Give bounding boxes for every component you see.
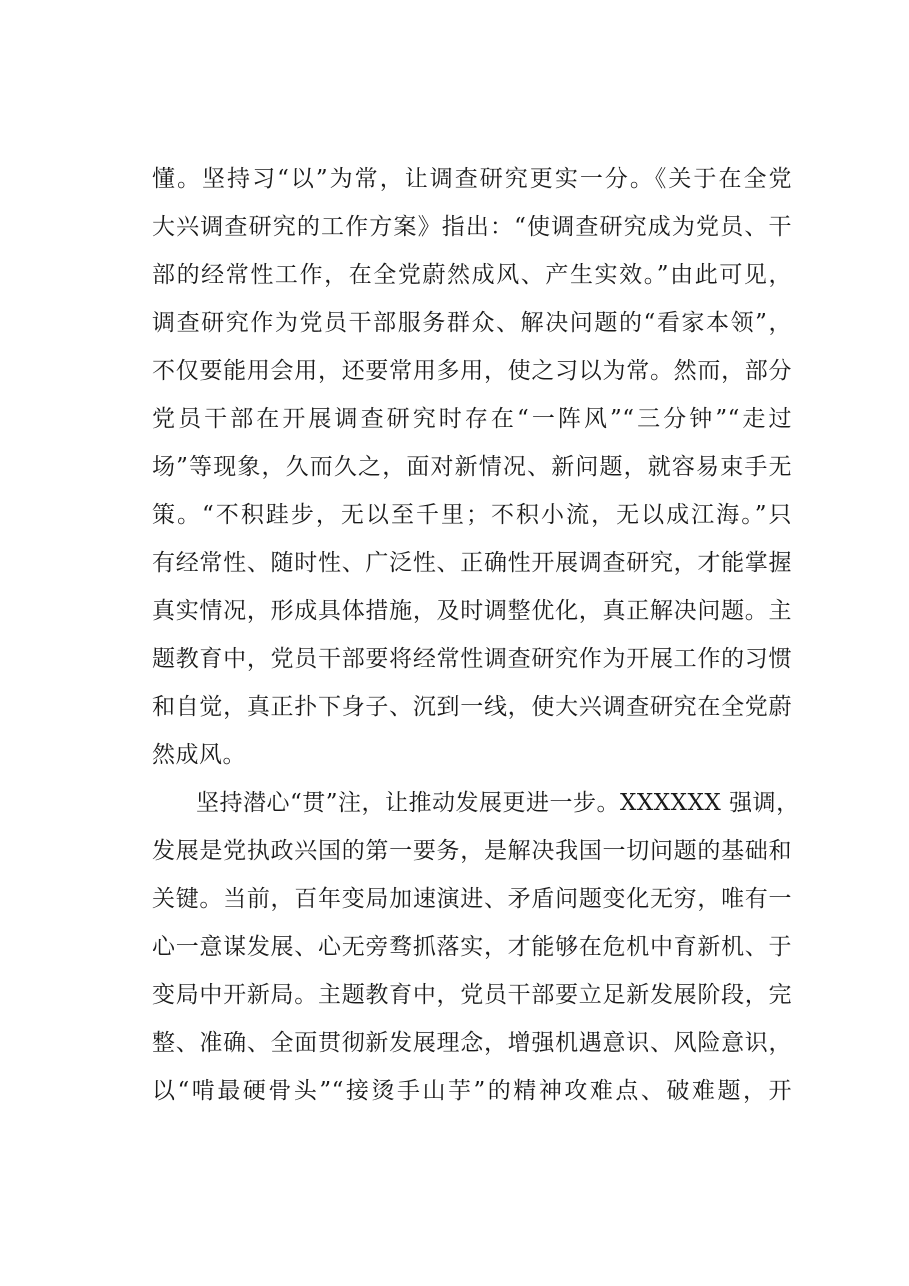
text-line: 关键。当前，百年变局加速演进、矛盾问题变化无穷，唯有一 <box>152 886 792 912</box>
text-line: 懂。坚持习“以”为常，让调查研究更实一分。《关于在全党 <box>152 166 792 192</box>
text-line: 坚持潜心“贯”注，让推动发展更进一步。XXXXXX 强调， <box>196 790 800 816</box>
text-line: 调查研究作为党员干部服务群众、解决问题的“看家本领”， <box>152 310 792 336</box>
text-line: 整、准确、全面贯彻新发展理念，增强机遇意识、风险意识， <box>152 1030 792 1056</box>
text-line: 变局中开新局。主题教育中，党员干部要立足新发展阶段，完 <box>152 982 792 1008</box>
text-line: 题教育中，党员干部要将经常性调查研究作为开展工作的习惯 <box>152 646 792 672</box>
text-line: 党员干部在开展调查研究时存在“一阵风”“三分钟”“走过 <box>152 406 792 432</box>
body-text <box>152 155 800 1115</box>
paragraph <box>152 155 792 779</box>
text-line: 策。“不积跬步，无以至千里；不积小流，无以成江海。”只 <box>152 502 792 528</box>
text-line: 以“啃最硬骨头”“接烫手山芋”的精神攻难点、破难题，开 <box>152 1078 792 1104</box>
text-line: 不仅要能用会用，还要常用多用，使之习以为常。然而，部分 <box>152 358 792 384</box>
text-line: 发展是党执政兴国的第一要务，是解决我国一切问题的基础和 <box>152 838 792 864</box>
paragraph <box>152 779 800 1115</box>
text-line: 部的经常性工作，在全党蔚然成风、产生实效。”由此可见， <box>152 262 792 288</box>
text-line: 心一意谋发展、心无旁骛抓落实，才能够在危机中育新机、于 <box>152 934 792 960</box>
text-line: 大兴调查研究的工作方案》指出：“使调查研究成为党员、干 <box>152 214 792 240</box>
text-line: 有经常性、随时性、广泛性、正确性开展调查研究，才能掌握 <box>152 550 792 576</box>
text-line: 真实情况，形成具体措施，及时调整优化，真正解决问题。主 <box>152 598 792 624</box>
text-line: 场”等现象，久而久之，面对新情况、新问题，就容易束手无 <box>152 454 792 480</box>
text-line: 然成风。 <box>152 742 246 768</box>
text-line: 和自觉，真正扑下身子、沉到一线，使大兴调查研究在全党蔚 <box>152 694 792 720</box>
